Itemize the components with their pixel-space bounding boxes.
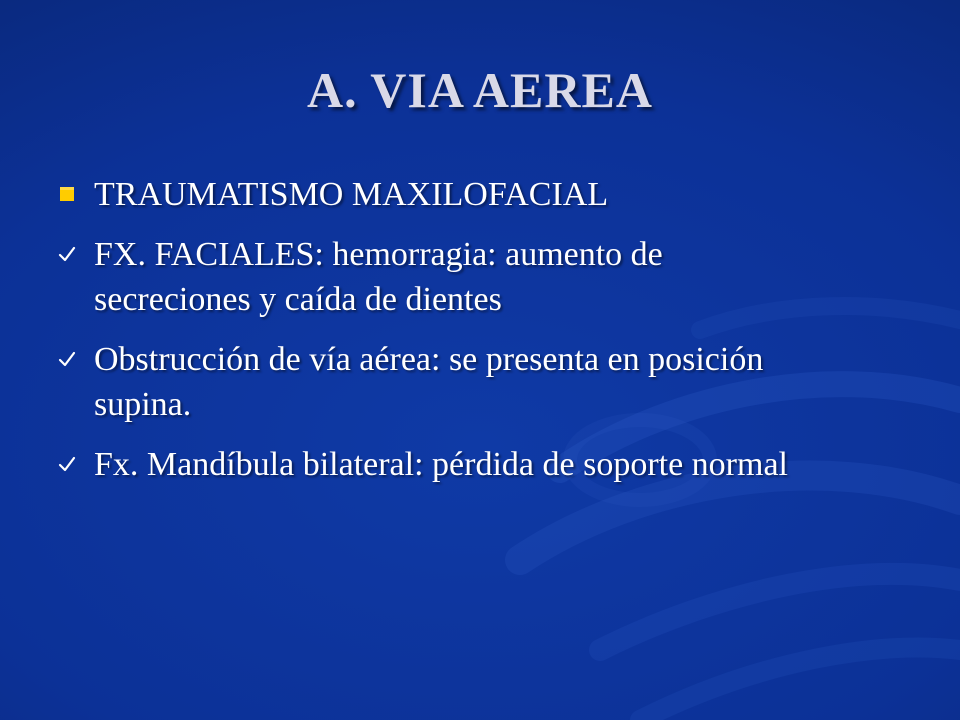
list-item	[56, 232, 816, 322]
bullet-list	[56, 172, 816, 502]
checkmark-bullet-icon	[58, 245, 76, 263]
square-bullet-icon	[60, 187, 74, 201]
checkmark-bullet-icon	[58, 455, 76, 473]
list-item-text: TRAUMATISMO MAXILOFACIAL	[94, 176, 609, 213]
list-item	[56, 337, 816, 427]
checkmark-bullet-icon	[58, 350, 76, 368]
list-item	[56, 172, 816, 217]
list-item-text: Fx. Mandíbula bilateral: pérdida de soporte normal	[94, 446, 788, 483]
list-item-text: FX. FACIALES: hemorragia: aumento de secreciones y caída de dientes	[94, 236, 663, 318]
list-item	[56, 442, 816, 487]
slide-title: A. VIA AEREA	[307, 62, 653, 118]
list-item-text: Obstrucción de vía aérea: se presenta en posición supina.	[94, 341, 764, 423]
